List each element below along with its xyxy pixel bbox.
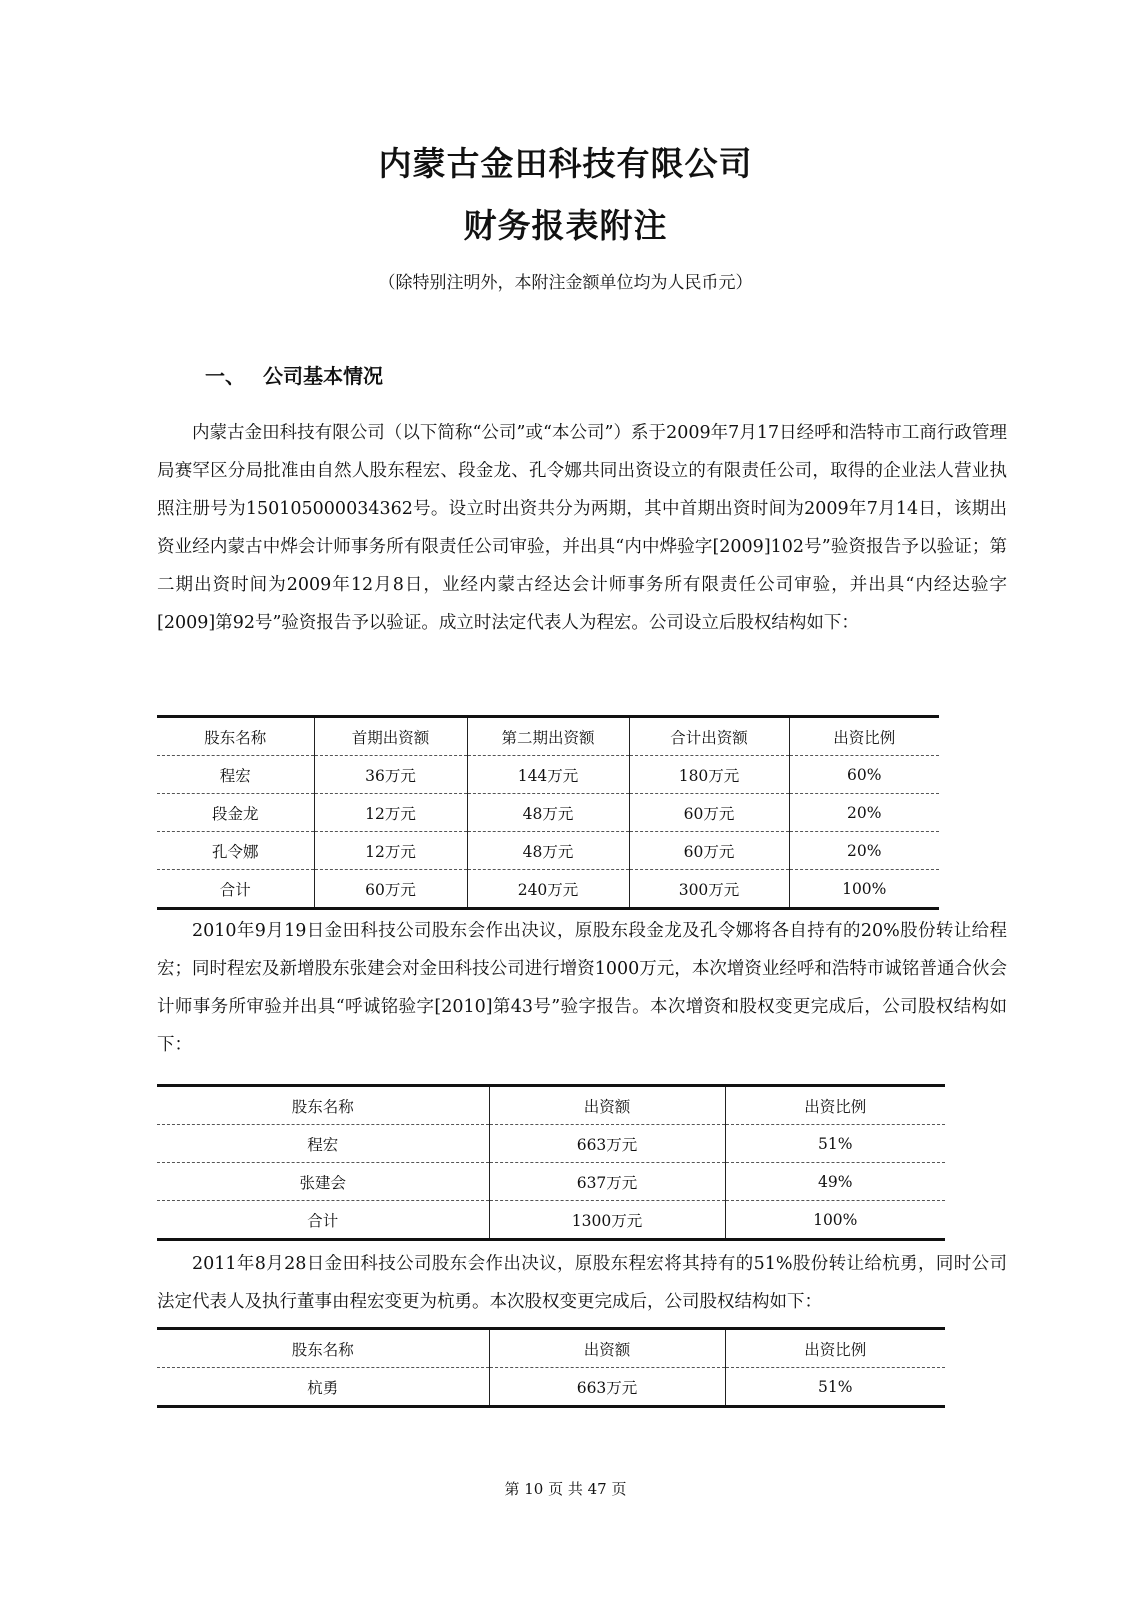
table-header-cell: 出资比例 [725, 1086, 945, 1125]
table-cell: 48万元 [467, 832, 629, 870]
table-cell: 144万元 [467, 756, 629, 794]
table-cell: 程宏 [157, 756, 314, 794]
equity-structure-table-2011 [157, 1327, 945, 1408]
table-cell: 60万元 [314, 870, 467, 909]
paragraph-capital-increase: 2010年9月19日金田科技公司股东会作出决议，原股东段金龙及孔令娜将各自持有的20%股份转让给程宏；同时程宏及新增股东张建会对金田科技公司进行增资1000万元，本次增资业经呼和浩特市诚铭普通合伙会计师事务所审验并出具“呼诚铭验字[2010]第43号”验字报告。本次增资和股权变更完成后，公司股权结构如下： [157, 921, 1007, 1055]
table-row [157, 832, 939, 870]
table-cell: 段金龙 [157, 794, 314, 832]
table-cell: 12万元 [314, 794, 467, 832]
table-row [157, 1163, 945, 1201]
table-header-row [157, 1329, 945, 1368]
table-cell: 程宏 [157, 1125, 489, 1163]
paragraph-equity-transfer: 2011年8月28日金田科技公司股东会作出决议，原股东程宏将其持有的51%股份转让给杭勇，同时公司法定代表人及执行董事由程宏变更为杭勇。本次股权变更完成后，公司股权结构如下： [157, 1254, 1007, 1312]
table-row [157, 1125, 945, 1163]
table-header-cell: 出资比例 [789, 717, 939, 756]
table-cell: 12万元 [314, 832, 467, 870]
table-header-cell: 股东名称 [157, 1329, 489, 1368]
table-header-cell: 出资额 [489, 1329, 725, 1368]
section-heading [205, 360, 383, 389]
section-number: 一、 [205, 364, 245, 388]
table-cell: 300万元 [629, 870, 789, 909]
table-cell: 60万元 [629, 832, 789, 870]
table-header-cell: 合计出资额 [629, 717, 789, 756]
table-cell: 20% [789, 832, 939, 870]
table-cell: 100% [789, 870, 939, 909]
table-row [157, 1368, 945, 1407]
table-cell: 杭勇 [157, 1368, 489, 1407]
equity-structure-table-initial [157, 715, 939, 910]
table-header-cell: 出资比例 [725, 1329, 945, 1368]
table-cell: 51% [725, 1125, 945, 1163]
page-number-footer: 第 10 页 共 47 页 [504, 1480, 627, 1498]
table-cell: 20% [789, 794, 939, 832]
table-cell: 180万元 [629, 756, 789, 794]
table-header-row [157, 1086, 945, 1125]
table-cell: 663万元 [489, 1368, 725, 1407]
table-header-cell: 股东名称 [157, 1086, 489, 1125]
equity-structure-table-2010 [157, 1084, 945, 1241]
table-cell: 合计 [157, 870, 314, 909]
table-cell: 663万元 [489, 1125, 725, 1163]
table-header-row [157, 717, 939, 756]
table-cell: 36万元 [314, 756, 467, 794]
table-cell: 49% [725, 1163, 945, 1201]
document-subtitle: 财务报表附注 [463, 206, 668, 245]
table-cell: 1300万元 [489, 1201, 725, 1240]
table-total-row [157, 870, 939, 909]
table-header-cell: 首期出资额 [314, 717, 467, 756]
table-cell: 孔令娜 [157, 832, 314, 870]
table-header-cell: 股东名称 [157, 717, 314, 756]
table-cell: 60万元 [629, 794, 789, 832]
table-header-cell: 出资额 [489, 1086, 725, 1125]
table-cell: 100% [725, 1201, 945, 1240]
table-header-cell: 第二期出资额 [467, 717, 629, 756]
table-row [157, 794, 939, 832]
document-title: 内蒙古金田科技有限公司 [378, 144, 753, 183]
table-cell: 60% [789, 756, 939, 794]
table-cell: 合计 [157, 1201, 489, 1240]
table-row [157, 756, 939, 794]
currency-note: （除特别注明外，本附注金额单位均为人民币元） [378, 273, 753, 293]
table-cell: 637万元 [489, 1163, 725, 1201]
table-cell: 240万元 [467, 870, 629, 909]
section-title: 公司基本情况 [263, 364, 383, 388]
table-total-row [157, 1201, 945, 1240]
table-cell: 48万元 [467, 794, 629, 832]
table-cell: 51% [725, 1368, 945, 1407]
table-cell: 张建会 [157, 1163, 489, 1201]
paragraph-company-history: 内蒙古金田科技有限公司（以下简称“公司”或“本公司”）系于2009年7月17日经呼和浩特市工商行政管理局赛罕区分局批准由自然人股东程宏、段金龙、孔令娜共同出资设立的有限责任公司，取得的企业法人营业执照注册号为150105000034362号。设立时出资共分为两期，其中首期出资时间为2009年7月14日，该期出资业经内蒙古中烨会计师事务所有限责任公司审验，并出具“内中烨验字[2009]102号”验资报告予以验证；第二期出资时间为2009年12月8日，业经内蒙古经达会计师事务所有限责任公司审验，并出具“内经达验字[2009]第92号”验资报告予以验证。成立时法定代表人为程宏。公司设立后股权结构如下： [157, 423, 1007, 633]
